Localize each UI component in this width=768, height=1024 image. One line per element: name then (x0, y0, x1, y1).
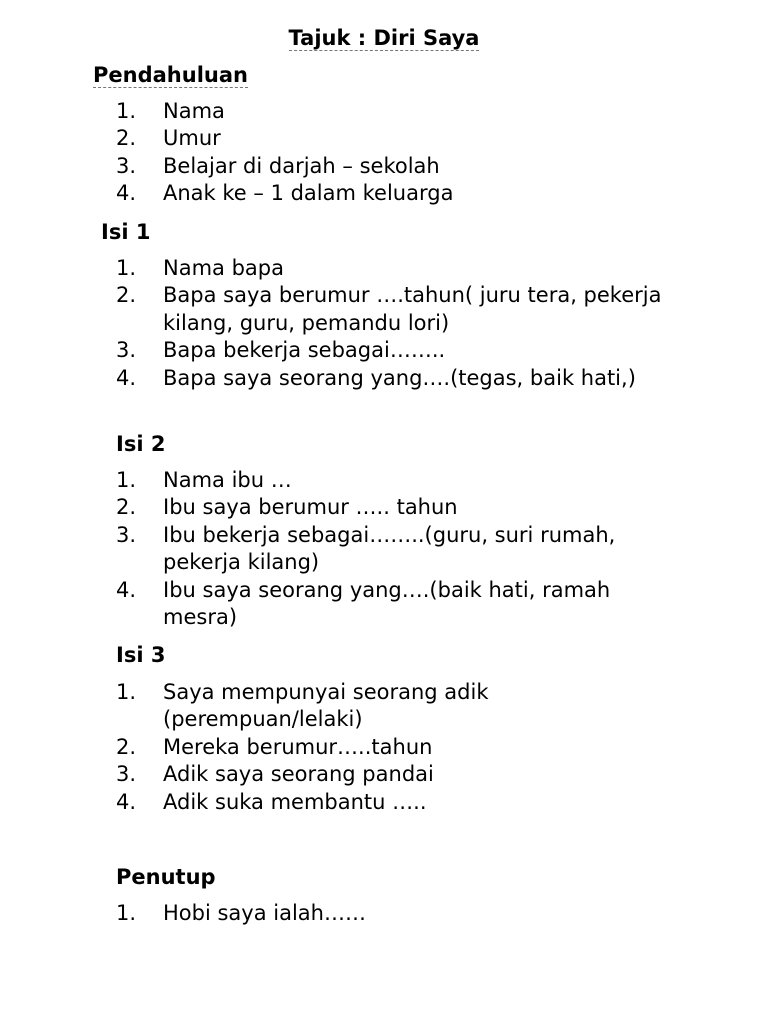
list-item-text: Bapa saya berumur ….tahun( juru tera, pekerja kilang, guru, pemandu lori) (163, 283, 662, 335)
section-heading-text: Isi 3 (116, 643, 166, 667)
list-item (116, 365, 676, 392)
section-list-isi-2 (116, 467, 676, 631)
list-item (116, 255, 676, 282)
section-heading-pendahuluan (93, 61, 248, 89)
list-item (116, 789, 676, 816)
section-heading-isi-2 (116, 430, 165, 458)
list-item (116, 900, 676, 927)
list-item-number: 2. (116, 495, 137, 520)
list-item-text: Nama ibu … (163, 468, 292, 492)
list-item-text: Nama (163, 99, 225, 123)
list-item-number: 2. (116, 126, 137, 151)
list-item-number: 2. (116, 734, 137, 759)
list-item-text: Hobi saya ialah…… (163, 901, 366, 925)
list-item (116, 125, 676, 152)
section-list-isi-1 (116, 255, 676, 392)
list-item-text: Ibu saya berumur ….. tahun (163, 495, 458, 520)
list-item (116, 522, 676, 577)
list-item-text: Anak ke – 1 dalam keluarga (163, 181, 454, 206)
list-item-text: Nama bapa (163, 256, 284, 280)
list-item-text: Adik saya seorang pandai (163, 762, 434, 787)
list-item-number: 3. (116, 338, 137, 363)
list-item-text: Ibu saya seorang yang….(baik hati, ramah mesra) (163, 577, 611, 630)
list-item (116, 577, 676, 632)
list-item (116, 494, 676, 521)
list-item-number: 1. (116, 680, 137, 704)
list-item-number: 1. (116, 99, 137, 123)
list-item (116, 467, 676, 494)
list-item-text: Umur (163, 126, 221, 151)
section-heading-text: Isi 1 (101, 220, 151, 244)
list-item-text: Bapa saya seorang yang….(tegas, baik hati,) (163, 365, 636, 390)
list-item (116, 761, 676, 788)
list-item-number: 3. (116, 153, 137, 178)
section-list-isi-3 (116, 679, 676, 816)
list-item-number: 3. (116, 522, 137, 547)
section-heading-text: Penutup (116, 865, 216, 889)
list-item-number: 4. (116, 181, 137, 206)
list-item (116, 153, 676, 180)
list-item (116, 679, 676, 734)
list-item-number: 1. (116, 256, 137, 280)
list-item-text: Mereka berumur…..tahun (163, 734, 433, 759)
document-title-text: Tajuk : Diri Saya (288, 26, 480, 50)
list-item-number: 4. (116, 577, 137, 602)
list-item-number: 4. (116, 365, 137, 390)
list-item (116, 282, 676, 337)
list-item (116, 98, 676, 125)
list-item-number: 4. (116, 789, 137, 814)
section-heading-penutup (116, 863, 216, 891)
list-item-text: Bapa bekerja sebagai…….. (163, 338, 446, 363)
list-item-number: 3. (116, 762, 137, 787)
list-item-number: 1. (116, 901, 137, 925)
list-item-text: Saya mempunyai seorang adik (perempuan/lelaki) (163, 680, 489, 732)
list-item (116, 337, 676, 364)
list-item-text: Belajar di darjah – sekolah (163, 153, 440, 178)
section-heading-isi-3 (116, 641, 165, 669)
section-list-pendahuluan (116, 98, 676, 208)
section-heading-isi-1 (101, 218, 150, 246)
list-item (116, 734, 676, 761)
list-item-number: 1. (116, 468, 137, 492)
section-heading-text: Pendahuluan (93, 63, 248, 87)
document-title (0, 24, 768, 52)
list-item (116, 180, 676, 207)
section-list-penutup (116, 900, 676, 927)
list-item-text: Adik suka membantu ….. (163, 789, 427, 814)
section-heading-text: Isi 2 (116, 432, 166, 456)
list-item-number: 2. (116, 283, 137, 308)
list-item-text: Ibu bekerja sebagai……..(guru, suri rumah, pekerja kilang) (163, 522, 616, 575)
